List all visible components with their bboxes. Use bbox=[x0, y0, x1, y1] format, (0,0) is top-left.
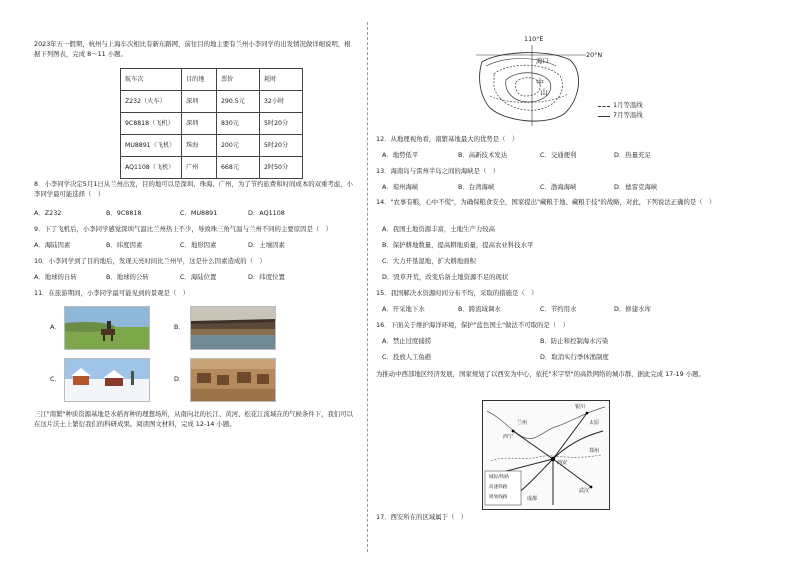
q15-option-c[interactable]: C．节约用水 bbox=[540, 305, 577, 313]
table-cell: 2时50分 bbox=[260, 157, 303, 179]
q12-option-b[interactable]: B．高新技术发达 bbox=[458, 151, 508, 159]
map-place-haikou: 海口 bbox=[536, 57, 549, 65]
q10-option-c[interactable]: C．海陆位置 bbox=[180, 273, 217, 281]
q16-option-c[interactable]: C．投放人工鱼礁 bbox=[382, 353, 432, 361]
question-9: 9．下了飞机后，小李同学感觉深圳气温比兰州热上不少，导致珠三角气温与兰州不同的主要原因是（ ） bbox=[34, 225, 333, 233]
table-row bbox=[121, 91, 303, 113]
photo-loess-cave[interactable] bbox=[190, 358, 276, 402]
rail-map-drawing bbox=[483, 401, 609, 509]
map2-city-lanzhou: 兰州 bbox=[517, 420, 528, 426]
q13-option-a[interactable]: A．琼州海峡 bbox=[382, 183, 419, 191]
grassland-photo-art bbox=[65, 307, 149, 349]
q9-option-b[interactable]: B．纬度因素 bbox=[106, 241, 143, 249]
map2-city-yinchuan: 银川 bbox=[575, 404, 586, 410]
map-latitude-label: 20°N bbox=[586, 51, 603, 59]
q16-option-b[interactable]: B．防止和控制海水污染 bbox=[540, 337, 609, 345]
passage-south-breeding: 三江"南繁"种质资源基地是水稻育种的理想场所，从南向北的长江、黄河、松花江流域在的气候条件下，我们可以在这片沃土上繁衍我们的科研成果。阅读图文材料，完成 12-14 小题。 bbox=[34, 410, 354, 428]
question-17: 17．西安所在的区域属于（ ） bbox=[376, 513, 468, 521]
q9-option-a[interactable]: A．海陆因素 bbox=[34, 241, 71, 249]
question-13: 13．海南岛与雷州半岛之间的海峡是（ ） bbox=[376, 167, 500, 175]
table-cell: 5时20分 bbox=[260, 113, 303, 135]
q12-option-d[interactable]: D．热量充足 bbox=[614, 151, 651, 159]
q14-option-a[interactable]: A．我国土地资源丰富，土地生产力较高 bbox=[382, 225, 496, 233]
legend-item-jul bbox=[598, 112, 678, 122]
map2-legend-1: 城际/铁路 bbox=[489, 475, 509, 480]
map2-city-chengdu: 成都 bbox=[527, 496, 538, 502]
q15-option-b[interactable]: B．跨流域调水 bbox=[458, 305, 501, 313]
bridge-photo-art bbox=[191, 307, 275, 349]
q14-option-b[interactable]: B．保护耕地数量，提高耕地质量，提高农业科技水平 bbox=[382, 241, 534, 249]
legend-jul-label: 7月等温线 bbox=[613, 111, 643, 119]
table-cell: 32小时 bbox=[260, 91, 303, 113]
table-cell: 珠海 bbox=[182, 135, 217, 157]
table-header: 票价 bbox=[217, 69, 260, 91]
map2-city-wuhan: 武汉 bbox=[579, 488, 590, 494]
q16-option-d[interactable]: D．取消实行季休渔制度 bbox=[540, 353, 609, 361]
map-longitude-label: 110°E bbox=[524, 35, 544, 43]
table-cell: 200元 bbox=[217, 135, 260, 157]
table-cell: 668元 bbox=[217, 157, 260, 179]
table-cell: 广州 bbox=[182, 157, 217, 179]
q15-option-d[interactable]: D．修建水库 bbox=[614, 305, 651, 313]
intro-passage: 2023年五一假期，杭州与上海车次相比有新东路网，前往目的地主要有兰州小李同学的出发情况做详细说明，根据下列图表，完成 8～11 小题。 bbox=[34, 40, 351, 58]
q14-option-d[interactable]: D．毁草开荒，改变后备土地资源不足的现状 bbox=[382, 273, 509, 281]
q9-option-c[interactable]: C．地形因素 bbox=[180, 241, 217, 249]
q8-option-d[interactable]: D．AQ1108 bbox=[248, 209, 285, 217]
table-row bbox=[121, 135, 303, 157]
legend-solid-line bbox=[598, 116, 610, 117]
table-cell: 9C8818（飞机） bbox=[121, 113, 182, 135]
photo-label-d: D． bbox=[174, 375, 186, 383]
snow-photo-art bbox=[65, 359, 149, 401]
table-header-row bbox=[121, 69, 303, 91]
q8-option-b[interactable]: B．9C8818 bbox=[106, 209, 142, 217]
question-12: 12．从地理视角看，南繁基地最大的优势是（ ） bbox=[376, 135, 519, 143]
legend-dashed-line bbox=[598, 106, 610, 107]
q12-option-a[interactable]: A．地势低平 bbox=[382, 151, 419, 159]
photo-label-b: B． bbox=[174, 323, 185, 331]
photo-snow-village[interactable] bbox=[64, 358, 150, 402]
map-legend bbox=[598, 102, 678, 122]
map-place-zhong: 中 bbox=[536, 78, 544, 87]
table-cell: 5时20分 bbox=[260, 135, 303, 157]
photo-bridge[interactable] bbox=[190, 306, 276, 350]
photo-label-c: C． bbox=[50, 375, 61, 383]
q12-option-c[interactable]: C．交通便利 bbox=[540, 151, 577, 159]
table-cell: 深圳 bbox=[182, 113, 217, 135]
photo-grassland-horse[interactable] bbox=[64, 306, 150, 350]
map2-city-taiyuan: 太原 bbox=[589, 420, 600, 426]
q14-option-c[interactable]: C．大力开垦湿地，扩大耕地面积 bbox=[382, 257, 476, 265]
map2-legend-3: 规划线路 bbox=[489, 495, 508, 500]
column-divider bbox=[367, 22, 368, 552]
question-8: 8．小李同学决定5月1日从兰州出发，目的地可以是深圳、珠海、广州，为了节约旅费和时间成本的双重考虑，小李同学最可能选择（ ） bbox=[34, 180, 353, 198]
table-header: 耗时 bbox=[260, 69, 303, 91]
q13-option-c[interactable]: C．渤海海峡 bbox=[540, 183, 577, 191]
passage-xian: 为推动中西部地区经济发展，国家规划了以西安为中心，依托"米字型"的高铁网络的城市群，据此完成 17-19 小题。 bbox=[376, 370, 705, 378]
table-cell: Z232（火车） bbox=[121, 91, 182, 113]
ticket-table bbox=[120, 68, 303, 179]
loess-photo-art bbox=[191, 359, 275, 401]
q9-option-d[interactable]: D．土壤因素 bbox=[248, 241, 285, 249]
xian-rail-map bbox=[482, 400, 610, 510]
table-cell: AQ1108（飞机） bbox=[121, 157, 182, 179]
table-header: 目的地 bbox=[182, 69, 217, 91]
question-15: 15．我国解决水资源时间分布不均，采取的措施是（ ） bbox=[376, 289, 538, 297]
question-11: 11．在旅游期间，小李同学最可能见到的景观是（ ） bbox=[34, 289, 190, 297]
question-10: 10．小李同学到了目的地后，发现天亮时间比兰州早，这是什么因素造成的（ ） bbox=[34, 257, 266, 265]
table-header: 航车次 bbox=[121, 69, 182, 91]
table-cell: 深圳 bbox=[182, 91, 217, 113]
map2-city-xian: 西安 bbox=[557, 460, 568, 466]
q8-option-a[interactable]: A．Z232 bbox=[34, 209, 62, 217]
hainan-isotherm-map bbox=[476, 35, 603, 128]
map2-city-xining: 西宁 bbox=[503, 434, 514, 440]
table-cell: 290.5元 bbox=[217, 91, 260, 113]
q10-option-a[interactable]: A．地球的自转 bbox=[34, 273, 77, 281]
q10-option-b[interactable]: B．地球的公转 bbox=[106, 273, 149, 281]
question-16: 16．下面关于维护海洋环境，保护"蓝色国土"做法不可取的是（ ） bbox=[376, 321, 569, 329]
table-row bbox=[121, 157, 303, 179]
table-row bbox=[121, 113, 303, 135]
q8-option-c[interactable]: C．MU8891 bbox=[180, 209, 218, 217]
legend-jan-label: 1月等温线 bbox=[613, 101, 643, 109]
q13-option-b[interactable]: B．台湾海峡 bbox=[458, 183, 495, 191]
q16-option-a[interactable]: A．禁止过度捕捞 bbox=[382, 337, 432, 345]
map2-legend-2: 高速铁路 bbox=[489, 485, 508, 490]
table-cell: 830元 bbox=[217, 113, 260, 135]
question-14: 14．"农事有粮，心中不慌"，为确保粮食安全，国家提出"藏粮于地、藏粮于技"的战略，对此，下列说法正确的是（ ） bbox=[376, 198, 716, 206]
map-place-shan: 山 bbox=[540, 88, 548, 97]
photo-label-a: A． bbox=[50, 323, 61, 331]
q10-option-d[interactable]: D．纬度位置 bbox=[248, 273, 285, 281]
map2-city-zhengzhou: 郑州 bbox=[589, 448, 600, 454]
q15-option-a[interactable]: A．开采地下水 bbox=[382, 305, 425, 313]
q13-option-d[interactable]: D．德雷克海峡 bbox=[614, 183, 658, 191]
table-cell: MU8891（飞机） bbox=[121, 135, 182, 157]
